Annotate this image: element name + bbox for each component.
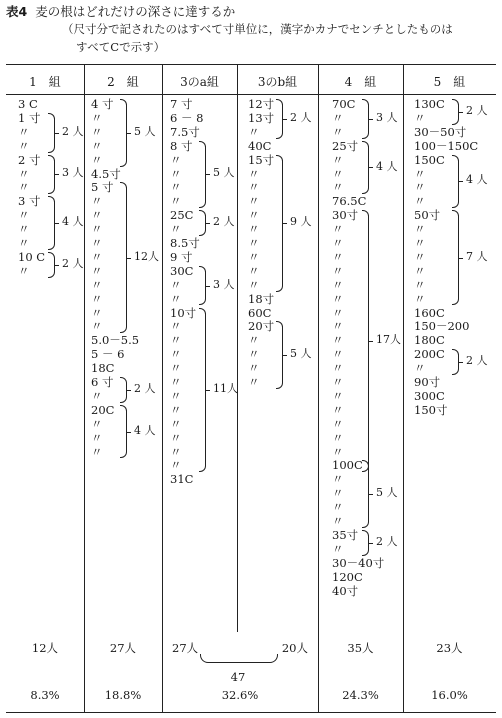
g4-entry: 〃 — [332, 430, 344, 445]
g2-entry: 5 － 6 — [91, 347, 125, 362]
g4-entry: 25寸 — [332, 138, 359, 153]
g1-entry: 〃 — [18, 124, 30, 139]
g4-entry: 〃 — [332, 319, 344, 334]
g4-entry: 〃 — [332, 514, 344, 528]
g3b-entry: 60C — [248, 305, 272, 320]
table-label: 表4 — [6, 4, 28, 19]
g3a-entry: 30C — [170, 263, 194, 278]
g3a-entry: 8.5寸 — [170, 236, 200, 250]
g3a-entry: 31C — [170, 472, 194, 487]
col-divider-5 — [403, 64, 404, 712]
g5-group-count: 2 人 — [466, 103, 488, 117]
total-g3-combined: 47 — [230, 670, 246, 684]
g5-entry: 〃 — [414, 180, 426, 195]
g4-entry: 〃 — [332, 541, 344, 556]
g2-group-count: 12人 — [134, 249, 159, 263]
g2-group-brace — [120, 99, 127, 167]
header-g2: 2 組 — [107, 75, 139, 89]
g4-group-count: 4 人 — [376, 159, 398, 173]
g3b-group-brace — [276, 321, 283, 389]
table-title: 麦の根はどれだけの深さに達するか — [35, 4, 236, 19]
g3a-group-count: 2 人 — [213, 215, 235, 229]
g3b-entry: 〃 — [248, 166, 260, 181]
g1-group-count: 4 人 — [62, 215, 84, 229]
g1-entry: 2 寸 — [18, 152, 41, 167]
g2-group-count: 2 人 — [134, 381, 156, 395]
g1-entry: 〃 — [18, 180, 30, 195]
g2-entry: 〃 — [91, 236, 103, 250]
g3a-group-brace — [199, 141, 206, 209]
g4-entry: 〃 — [332, 402, 344, 417]
g2-entry: 〃 — [91, 263, 103, 278]
g3a-entry: 6 － 8 — [170, 110, 204, 125]
g5-entry: 150－200 — [414, 319, 470, 334]
g5-entry: 〃 — [414, 236, 426, 250]
g3a-entry: 〃 — [170, 166, 182, 181]
col-divider-3 — [237, 64, 238, 632]
total-g1: 12人 — [31, 641, 59, 655]
header-g4: 4 組 — [344, 75, 377, 89]
g3a-group-brace — [199, 266, 206, 306]
g2-entry: 〃 — [91, 152, 103, 167]
g3b-entry: 〃 — [248, 263, 260, 278]
pct-g5: 16.0% — [431, 688, 468, 702]
header-g3b: 3のb組 — [257, 75, 298, 89]
g3b-entry: 13寸 — [248, 110, 275, 125]
g4-entry: 〃 — [332, 277, 344, 292]
g2-entry: 〃 — [91, 444, 103, 459]
g2-group-brace — [120, 182, 127, 333]
g3a-group-brace — [199, 210, 206, 236]
g3b-entry: 〃 — [248, 180, 260, 195]
g3a-entry: 〃 — [170, 402, 182, 417]
table-note-line2: すべてCで示す） — [76, 40, 166, 54]
g3a-group-count: 5 人 — [213, 166, 235, 180]
g2-entry: 5.0－5.5 — [91, 333, 140, 348]
g5-entry: 30－50寸 — [414, 124, 467, 139]
g3b-entry: 〃 — [248, 124, 260, 139]
g2-entry: 20C — [91, 402, 115, 417]
g3a-group-count: 11人 — [213, 381, 238, 395]
g3b-entry: 12寸 — [248, 97, 275, 111]
g2-entry: 〃 — [91, 194, 103, 209]
g4-entry: 〃 — [332, 333, 344, 348]
total-g2: 27人 — [109, 641, 137, 655]
g3b-entry: 〃 — [248, 333, 260, 348]
g3b-entry: 18寸 — [248, 291, 275, 306]
g5-group-brace — [452, 99, 459, 125]
g3a-entry: 〃 — [170, 291, 182, 306]
g4-entry: 〃 — [332, 444, 344, 459]
g4-entry: 〃 — [332, 305, 344, 320]
col-divider-4 — [318, 64, 319, 712]
g1-group-brace — [48, 196, 55, 250]
total-g3b: 20人 — [281, 641, 308, 655]
g3a-entry: 〃 — [170, 180, 182, 195]
g5-entry: 150寸 — [414, 402, 448, 417]
g2-entry: 〃 — [91, 416, 103, 431]
g5-entry: 〃 — [414, 277, 426, 292]
g1-entry: 〃 — [18, 166, 30, 181]
g5-entry: 〃 — [414, 222, 426, 237]
g1-entry: 3 C — [18, 97, 38, 111]
g5-entry: 〃 — [414, 110, 426, 125]
pct-g3: 32.6% — [221, 688, 259, 702]
g5-entry: 50寸 — [414, 208, 441, 223]
g5-entry: 〃 — [414, 166, 426, 181]
g2-entry: 〃 — [91, 124, 103, 139]
g3a-entry: 9 寸 — [170, 249, 193, 264]
g4-entry: 120C — [332, 569, 363, 584]
g5-entry: 〃 — [414, 263, 426, 278]
g4-entry: 〃 — [332, 472, 344, 487]
g2-entry: 〃 — [91, 249, 103, 264]
g1-group-brace — [48, 155, 55, 195]
g4-entry: 〃 — [332, 347, 344, 362]
g2-entry: 〃 — [91, 305, 103, 320]
table-header-rule — [6, 94, 496, 95]
pct-g1: 8.3% — [30, 688, 60, 702]
g5-entry: 100－150C — [414, 138, 479, 153]
g4-entry: 〃 — [332, 375, 344, 389]
g3a-entry: 〃 — [170, 361, 182, 376]
g2-entry: 〃 — [91, 430, 103, 445]
g3a-entry: 〃 — [170, 388, 182, 403]
g3b-entry: 〃 — [248, 361, 260, 376]
g3b-entry: 〃 — [248, 208, 260, 223]
g5-group-count: 4 人 — [466, 173, 488, 187]
g4-entry: 〃 — [332, 361, 344, 376]
g5-group-count: 2 人 — [466, 354, 488, 368]
g2-entry: 〃 — [91, 277, 103, 292]
g1-group-brace — [48, 113, 55, 153]
g2-entry: 〃 — [91, 208, 103, 223]
g4-entry: 〃 — [332, 180, 344, 195]
g5-entry: 180C — [414, 333, 445, 348]
g3b-group-count: 2 人 — [290, 110, 312, 124]
g4-group-count: 5 人 — [376, 486, 398, 500]
g2-entry: 〃 — [91, 319, 103, 334]
g3b-entry: 〃 — [248, 222, 260, 237]
table-title-line — [6, 2, 235, 20]
g2-group-count: 5 人 — [134, 124, 156, 138]
g4-entry: 〃 — [332, 222, 344, 237]
g3a-group-brace — [199, 308, 206, 473]
g3b-entry: 15寸 — [248, 152, 275, 167]
pct-g2: 18.8% — [104, 688, 142, 702]
g5-entry: 130C — [414, 97, 445, 111]
g3b-entry: 〃 — [248, 347, 260, 362]
g3a-entry: 25C — [170, 208, 194, 223]
g4-entry: 〃 — [332, 166, 344, 181]
g4-entry: 30寸 — [332, 208, 359, 223]
g4-entry: 35寸 — [332, 527, 359, 542]
g1-group-brace — [48, 252, 55, 278]
table-note-line1: （尺寸分で記されたのはすべて寸単位に，漢字かカナでセンチとしたものは — [62, 22, 453, 36]
g2-entry: 〃 — [91, 110, 103, 125]
g3a-entry: 7.5寸 — [170, 124, 200, 139]
g5-entry: 〃 — [414, 194, 426, 209]
g3a-entry: 〃 — [170, 152, 182, 167]
g1-group-count: 3 人 — [62, 166, 84, 180]
total-g5: 23人 — [436, 641, 463, 655]
g1-group-count: 2 人 — [62, 124, 84, 138]
g3b-entry: 〃 — [248, 236, 260, 250]
g3a-group-count: 3 人 — [213, 277, 235, 291]
g4-group-count: 17人 — [376, 333, 401, 347]
g3a-entry: 〃 — [170, 222, 182, 237]
g3a-entry: 〃 — [170, 430, 182, 445]
g4-entry: 100C — [332, 458, 363, 473]
g4-group-brace — [362, 530, 369, 556]
g2-entry: 5 寸 — [91, 180, 114, 195]
g3b-group-count: 9 人 — [290, 215, 312, 229]
g2-entry: 〃 — [91, 138, 103, 153]
g4-entry: 〃 — [332, 152, 344, 167]
g3a-entry: 〃 — [170, 416, 182, 431]
g3a-entry: 〃 — [170, 375, 182, 389]
g5-entry: 150C — [414, 152, 445, 167]
g4-entry: 76.5C — [332, 194, 367, 209]
col-divider-2 — [162, 64, 163, 712]
g3a-entry: 〃 — [170, 333, 182, 348]
combined-brace — [200, 654, 278, 663]
g3b-entry: 〃 — [248, 277, 260, 292]
g4-group-brace — [362, 460, 369, 528]
g5-group-count: 7 人 — [466, 249, 488, 263]
g1-entry: 〃 — [18, 236, 30, 250]
g2-entry: 4 寸 — [91, 97, 114, 111]
g4-group-brace — [362, 99, 369, 139]
g1-entry: 〃 — [18, 138, 30, 153]
g4-entry: 〃 — [332, 291, 344, 306]
table-top-rule — [6, 64, 496, 65]
g4-entry: 〃 — [332, 124, 344, 139]
g5-entry: 〃 — [414, 361, 426, 376]
g5-group-brace — [452, 155, 459, 209]
g1-entry: 1 寸 — [18, 110, 41, 125]
g2-entry: 4.5寸 — [91, 166, 121, 181]
g4-entry: 〃 — [332, 110, 344, 125]
g5-group-brace — [452, 349, 459, 375]
g1-entry: 〃 — [18, 208, 30, 223]
pct-g4: 24.3% — [342, 688, 379, 702]
g4-group-count: 3 人 — [376, 110, 398, 124]
g3a-entry: 〃 — [170, 347, 182, 362]
g3a-entry: 〃 — [170, 444, 182, 459]
g3a-entry: 〃 — [170, 319, 182, 334]
g1-entry: 〃 — [18, 263, 30, 278]
g2-entry: 6 寸 — [91, 375, 114, 389]
header-g5: 5 組 — [433, 75, 466, 89]
g4-entry: 30－40寸 — [332, 555, 385, 570]
g3b-entry: 〃 — [248, 249, 260, 264]
table-bottom-rule — [6, 712, 496, 713]
g4-entry: 〃 — [332, 486, 344, 501]
g4-entry: 70C — [332, 97, 356, 111]
g4-entry: 〃 — [332, 388, 344, 403]
col-divider-1 — [84, 64, 85, 712]
g3b-group-brace — [276, 99, 283, 139]
header-g1: 1 組 — [29, 75, 61, 89]
g3a-entry: 〃 — [170, 458, 182, 473]
g5-entry: 〃 — [414, 291, 426, 306]
g5-entry: 90寸 — [414, 375, 441, 389]
g3a-entry: 7 寸 — [170, 97, 193, 111]
g4-entry: 〃 — [332, 249, 344, 264]
g5-entry: 300C — [414, 388, 445, 403]
g2-entry: 18C — [91, 361, 115, 376]
g1-entry: 3 寸 — [18, 194, 41, 209]
g1-group-count: 2 人 — [62, 256, 84, 270]
total-g3a: 27人 — [172, 641, 199, 655]
g3a-entry: 〃 — [170, 194, 182, 209]
g3b-entry: 〃 — [248, 375, 260, 389]
g5-group-brace — [452, 210, 459, 305]
g3b-group-brace — [276, 155, 283, 292]
g2-entry: 〃 — [91, 291, 103, 306]
g4-entry: 〃 — [332, 500, 344, 515]
header-g3a: 3のa組 — [180, 75, 219, 89]
g4-entry: 〃 — [332, 416, 344, 431]
total-g4: 35人 — [347, 641, 374, 655]
g2-entry: 〃 — [91, 222, 103, 237]
g2-group-count: 4 人 — [134, 423, 156, 437]
g1-entry: 〃 — [18, 222, 30, 237]
g4-entry: 〃 — [332, 236, 344, 250]
g5-entry: 160C — [414, 305, 445, 320]
g3a-entry: 〃 — [170, 277, 182, 292]
g4-entry: 40寸 — [332, 583, 359, 598]
g1-entry: 10 C — [18, 249, 46, 264]
g5-entry: 200C — [414, 347, 445, 362]
g4-group-brace — [362, 141, 369, 195]
g2-entry: 〃 — [91, 388, 103, 403]
g3b-entry: 20寸 — [248, 319, 275, 334]
g4-group-brace — [362, 210, 369, 472]
g3b-entry: 40C — [248, 138, 272, 153]
g3a-entry: 10寸 — [170, 305, 197, 320]
g2-group-brace — [120, 405, 127, 459]
g3b-group-count: 5 人 — [290, 347, 312, 361]
g4-group-count: 2 人 — [376, 534, 398, 548]
g3b-entry: 〃 — [248, 194, 260, 209]
g4-entry: 〃 — [332, 263, 344, 278]
g3a-entry: 8 寸 — [170, 138, 193, 153]
g5-entry: 〃 — [414, 249, 426, 264]
g2-group-brace — [120, 377, 127, 403]
